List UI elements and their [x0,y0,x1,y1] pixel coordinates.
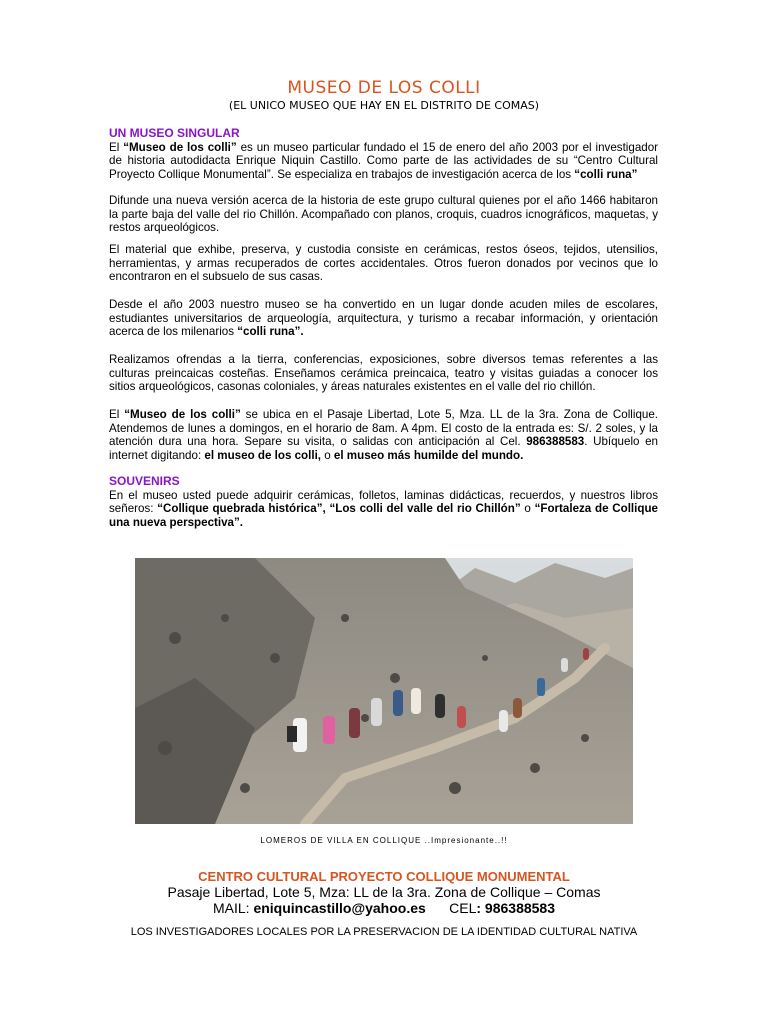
paragraph-souvenirs [109,489,658,530]
text-bold: “colli runa”. [237,325,304,338]
footer-title: CENTRO CULTURAL PROYECTO COLLIQUE MONUMENTAL [198,869,570,884]
text-bold: “Museo de los colli” [123,140,237,154]
section-heading: SOUVENIRS [109,474,180,488]
document-subtitle: (EL UNICO MUSEO QUE HAY EN EL DISTRITO DE COMAS) [228,99,540,112]
text-run: o [321,448,334,462]
footer-address: Pasaje Libertad, Lote 5, Mza: LL de la 3ra. Zona de Collique – Comas [167,884,601,900]
text-run: El [109,140,124,154]
photo-caption: LOMEROS DE VILLA EN COLLIQUE ..Impresionante..!! [260,836,508,845]
text-run: . Ubíquelo en internet digitando: [109,435,658,462]
section-heading: UN MUSEO SINGULAR [109,126,240,140]
paragraph-intro [109,141,658,182]
text-run: se ubica en el Pasaje Libertad, Lote 5, Mza. LL de la 3ra. Zona de Collique. Atendemos de lunes a domingos, en el horario de 8am. A 4pm. El costo de la entrada es: S/. 2 soles, y la atención dura una hora. Separe su visita, o salidas con anticipación al Cel. [109,408,659,448]
phone-number: : 986388583 [476,900,556,916]
email-link[interactable]: eniquincastillo@yahoo.es [253,900,426,916]
paragraph-material: El material que exhibe, preserva, y custodia consiste en cerámicas, restos óseos, tejidos, utensilios, herramientas, y armas recuperados de cortes accidentales. Otros fueron donados por vecinos que lo encontraron en el subsuelo de sus casas. [109,243,658,283]
document-title: MUSEO DE LOS COLLI [287,78,481,98]
text-bold: el museo más humilde del mundo. [333,448,524,462]
paragraph-location [109,408,658,462]
section-museo-singular [109,127,658,181]
text-run: Desde el año 2003 nuestro museo se ha convertido en un lugar donde acuden miles de escolares, estudiantes universitarios de arqueología, arquitectura, y turismo a recabar información, y orientación acerca de los milenarios [109,298,658,338]
text-run: o [520,502,535,515]
paragraph-history: Difunde una nueva versión acerca de la historia de este grupo cultural quienes por el año 1466 habitaron la parte baja del valle del rio Chillón. Acompañado con planos, croquis, cuadros icnográficos, maquetas, y restos arqueológicos. [109,194,658,234]
footer-contact [0,900,768,916]
paragraph-since-2003 [109,298,658,339]
text-bold: “Museo de los colli” [124,408,241,421]
text-bold: “colli runa” [574,167,638,181]
footer-note: LOS INVESTIGADORES LOCALES POR LA PRESERVACION DE LA IDENTIDAD CULTURAL NATIVA [130,926,638,938]
section-souvenirs [109,475,658,529]
text-bold: el museo de los colli, [204,448,322,462]
phone-number: 986388583 [526,435,585,448]
cel-label: CEL [425,900,477,916]
text-bold: “Collique quebrada histórica”, “Los colli del valle del rio Chillón” [157,502,521,515]
text-run: En el museo usted puede adquirir cerámicas, folletos, laminas didácticas, recuerdos, y nuestros libros señeros: [109,488,658,515]
hikers-photo [135,558,633,824]
text-bold: “Fortaleza de Collique una nueva perspectiva”. [109,502,658,529]
mail-label: MAIL: [212,900,254,916]
text-run: El [109,408,125,421]
text-run: es un museo particular fundado el 15 de enero del año 2003 por el investigador de historia autodidacta Enrique Niquin Castillo. Como parte de las actividades de su “Centro Cultural Proyecto Collique Monumental”. Se especializa en trabajos de investigación acerca de los [109,140,659,181]
paragraph-activities: Realizamos ofrendas a la tierra, conferencias, exposiciones, sobre diversos temas referentes a las culturas preincaicas costeñas. Enseñamos cerámica preincaica, teatro y visitas guiadas a conocer los sitios arqueológicos, casonas coloniales, y áreas naturales existentes en el valle del rio chillón. [109,353,658,393]
